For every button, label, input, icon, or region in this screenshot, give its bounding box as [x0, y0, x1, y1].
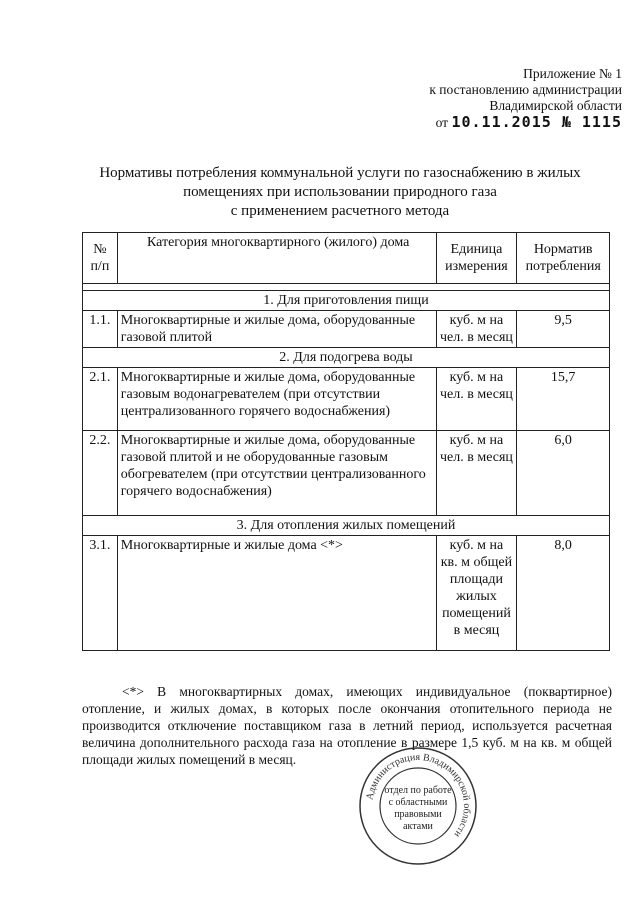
section-row — [83, 348, 610, 368]
official-stamp — [358, 745, 478, 867]
table-row: 2.2. Многоквартирные и жилые дома, оборудованные газовой плитой и не оборудованные газовым обогревателем (при отсутствии централизованного горячего водоснабжения) куб. м на чел. в месяц 6,0 — [83, 431, 610, 516]
footnote: <*> В многоквартирных домах, имеющих индивидуальное (поквартирное) отопление, и жилых домах, в которых после окончания отопительного периода не производится отключение поставщиком газа в летний период, используется расчетная величина дополнительного расхода газа на отопление в размере 1,5 куб. м на кв. м общей площади жилых помещений в месяц. — [82, 684, 612, 767]
table-row: 2.1. Многоквартирные и жилые дома, оборудованные газовым водонагревателем (при отсутствии централизованного горячего водоснабжения) куб. м на чел. в месяц 15,7 — [83, 368, 610, 431]
section-title: 2. Для подогрева воды — [83, 348, 610, 368]
stamp-line: актами — [403, 821, 433, 832]
appendix-title: Приложение № 1 — [523, 66, 622, 81]
section-row — [83, 516, 610, 536]
header-unit: Единица измерения — [436, 233, 517, 284]
norms-table — [82, 232, 610, 651]
appendix-ref: к постановлению администрации — [429, 82, 622, 97]
stamp-ring-text: Администрация Владимирской области — [364, 751, 473, 840]
stamp-line: правовыми — [394, 809, 442, 820]
section-title: 3. Для отопления жилых помещений — [83, 516, 610, 536]
appendix-header — [429, 66, 622, 131]
table-row: 1.1. Многоквартирные и жилые дома, оборудованные газовой плитой куб. м на чел. в месяц 9,5 — [83, 311, 610, 348]
document-title: Нормативы потребления коммунальной услуги по газоснабжению в жилых помещениях при использовании природного газа с применением расчетного метода — [99, 165, 581, 219]
decree-number: 10.11.2015 № 1115 — [451, 113, 622, 131]
header-norm: Норматив потребления — [517, 233, 610, 284]
appendix-date: от 10.11.2015 № 1115 — [435, 113, 622, 131]
header-num: № п/п — [83, 233, 118, 284]
header-category: Категория многоквартирного (жилого) дома — [117, 233, 436, 284]
table-row: 3.1. Многоквартирные и жилые дома <*> куб. м на кв. м общей площади жилых помещений в месяц 8,0 — [83, 536, 610, 651]
table-header-row — [83, 233, 610, 284]
stamp-line: отдел по работе — [384, 785, 452, 796]
appendix-region: Владимирской области — [489, 98, 622, 113]
section-row — [83, 291, 610, 311]
stamp-line: с областными — [388, 797, 448, 808]
section-title: 1. Для приготовления пищи — [83, 291, 610, 311]
